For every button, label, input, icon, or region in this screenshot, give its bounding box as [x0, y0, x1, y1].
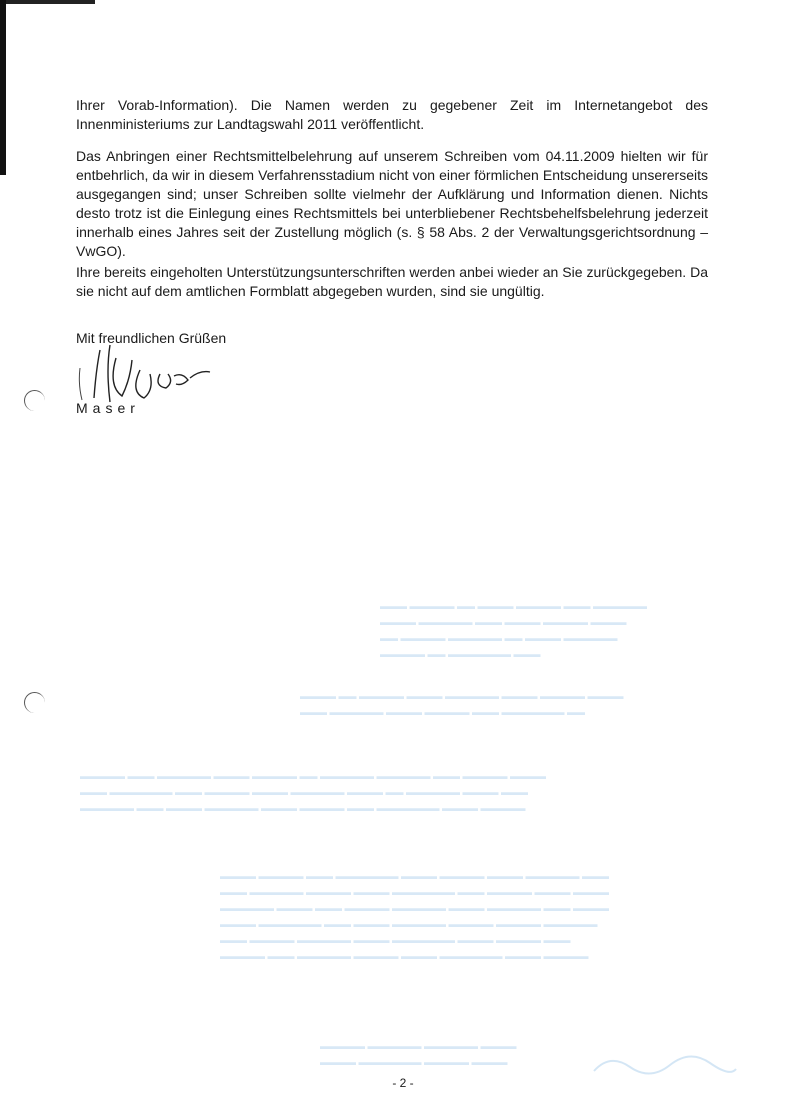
- scan-edge-left: [0, 0, 6, 175]
- closing-salutation: Mit freundlichen Grüßen: [76, 330, 227, 346]
- punch-hole-mark-lower: [24, 692, 45, 713]
- punch-hole-mark-upper: [24, 390, 45, 411]
- signer-name: Maser: [76, 400, 140, 416]
- paragraph-1: Ihrer Vorab-Information). Die Namen werden zu gegebener Zeit im Internetangebot des Innenministeriums zur Landtagswahl 2011 veröffentlicht.: [76, 97, 708, 132]
- paragraph-2: Das Anbringen einer Rechtsmittelbelehrung auf unserem Schreiben vom 04.11.2009 hielten wir für entbehrlich, da wir in diesem Verfahrensstadium nicht von einer förmlichen Entscheidung unsererseits ausgegangen sind; unser Schreiben sollte vielmehr der Aufklärung und Information dienen. Nichts desto trotz ist die Einlegung eines Rechtsmittels bei unterbliebener Rechtsbehelfsbelehrung jederzeit innerhalb eines Jahres seit der Zustellung möglich (s. § 58 Abs. 2 der Verwaltungsgerichtsordnung – VwGO).: [76, 148, 708, 259]
- paragraph-3: Ihre bereits eingeholten Unterstützungsunterschriften werden anbei wieder an Sie zurückgegeben. Da sie nicht auf dem amtlichen Formblatt abgegeben wurden, sind sie ungültig.: [76, 264, 708, 299]
- page-number: - 2 -: [392, 1076, 414, 1090]
- scan-edge-top: [0, 0, 95, 4]
